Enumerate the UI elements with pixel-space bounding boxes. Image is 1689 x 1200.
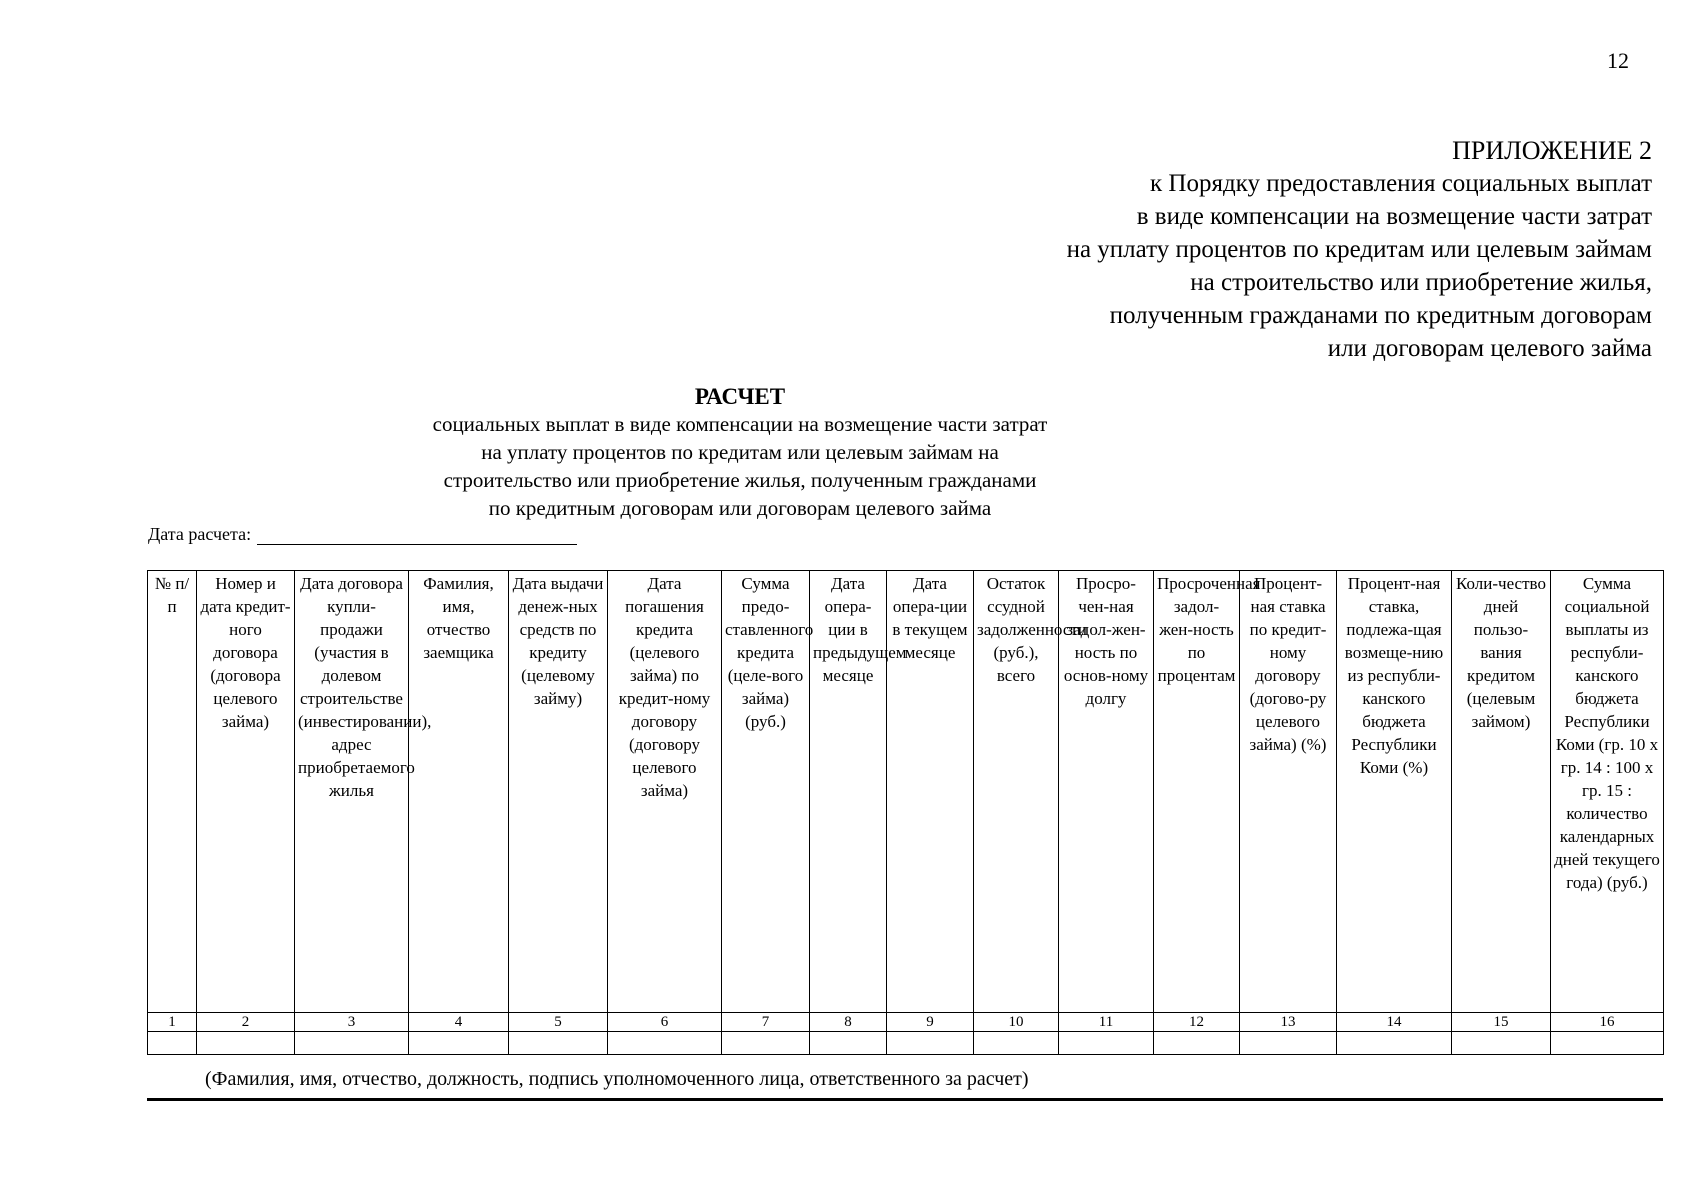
document-subtitle-line: по кредитным договорам или договорам целевого займа bbox=[488, 496, 992, 520]
appendix-line: на уплату процентов по кредитам или целевым займам bbox=[1066, 236, 1652, 263]
appendix-line: или договорам целевого займа bbox=[1327, 335, 1652, 362]
column-header: Дата выдачи денеж-ных средств по кредиту (целевому займу) bbox=[509, 571, 608, 1013]
column-number: 8 bbox=[810, 1013, 887, 1032]
column-number: 6 bbox=[608, 1013, 722, 1032]
table-cell[interactable] bbox=[148, 1032, 197, 1055]
document-subtitle-line: строительство или приобретение жилья, полученным гражданами bbox=[443, 468, 1037, 492]
document-title-block bbox=[0, 384, 1480, 522]
table-cell[interactable] bbox=[1059, 1032, 1154, 1055]
column-header: Дата опера-ции в текущем месяце bbox=[887, 571, 974, 1013]
column-number: 1 bbox=[148, 1013, 197, 1032]
column-header: Процент-ная ставка по кредит-ному договору (догово-ру целевого займа) (%) bbox=[1240, 571, 1337, 1013]
appendix-line: на строительство или приобретение жилья, bbox=[1190, 269, 1652, 296]
table-cell[interactable] bbox=[887, 1032, 974, 1055]
calc-date-row bbox=[148, 524, 577, 545]
table-cell[interactable] bbox=[1154, 1032, 1240, 1055]
table-header-row bbox=[148, 571, 1664, 1013]
column-header: Процент-ная ставка, подлежа-щая возмеще-нию из республи-канского бюджета Республики Коми (%) bbox=[1337, 571, 1452, 1013]
column-number: 11 bbox=[1059, 1013, 1154, 1032]
calc-date-label: Дата расчета: bbox=[148, 524, 252, 544]
column-number-row bbox=[148, 1013, 1664, 1032]
signature-note: (Фамилия, имя, отчество, должность, подпись уполномоченного лица, ответственного за расчет) bbox=[205, 1068, 1029, 1090]
table-cell[interactable] bbox=[509, 1032, 608, 1055]
appendix-header bbox=[1067, 134, 1652, 365]
column-header: Коли-чество дней пользо-вания кредитом (целевым займом) bbox=[1452, 571, 1551, 1013]
column-header: Просроченная задол-жен-ность по процентам bbox=[1154, 571, 1240, 1013]
table-row bbox=[148, 1032, 1664, 1055]
table-cell[interactable] bbox=[1337, 1032, 1452, 1055]
column-header: Фамилия, имя, отчество заемщика bbox=[409, 571, 509, 1013]
column-number: 3 bbox=[295, 1013, 409, 1032]
column-number: 9 bbox=[887, 1013, 974, 1032]
appendix-line: в виде компенсации на возмещение части затрат bbox=[1136, 203, 1652, 230]
calculation-table bbox=[147, 570, 1664, 1055]
document-subtitle bbox=[0, 410, 1480, 522]
column-header: Дата опера-ции в предыдущем месяце bbox=[810, 571, 887, 1013]
appendix-line: к Порядку предоставления социальных выплат bbox=[1150, 170, 1652, 197]
table-cell[interactable] bbox=[1452, 1032, 1551, 1055]
column-number: 5 bbox=[509, 1013, 608, 1032]
table-cell[interactable] bbox=[409, 1032, 509, 1055]
document-subtitle-line: на уплату процентов по кредитам или целевым займам на bbox=[481, 440, 999, 464]
column-number: 15 bbox=[1452, 1013, 1551, 1032]
table-cell[interactable] bbox=[1551, 1032, 1664, 1055]
table-cell[interactable] bbox=[810, 1032, 887, 1055]
column-number: 16 bbox=[1551, 1013, 1664, 1032]
column-header: № п/п bbox=[148, 571, 197, 1013]
table-cell[interactable] bbox=[197, 1032, 295, 1055]
appendix-title: ПРИЛОЖЕНИЕ 2 bbox=[1452, 136, 1652, 165]
column-header: Сумма социальной выплаты из республи-канского бюджета Республики Коми (гр. 10 х гр. 14 : 100 х гр. 15 : количество календарных дней текущего года) (руб.) bbox=[1551, 571, 1664, 1013]
column-number: 2 bbox=[197, 1013, 295, 1032]
table-cell[interactable] bbox=[974, 1032, 1059, 1055]
column-number: 4 bbox=[409, 1013, 509, 1032]
table-cell[interactable] bbox=[1240, 1032, 1337, 1055]
column-number: 10 bbox=[974, 1013, 1059, 1032]
document-title: РАСЧЕТ bbox=[694, 384, 786, 409]
column-number: 13 bbox=[1240, 1013, 1337, 1032]
table-cell[interactable] bbox=[608, 1032, 722, 1055]
column-header: Номер и дата кредит-ного договора (договора целевого займа) bbox=[197, 571, 295, 1013]
table-cell[interactable] bbox=[722, 1032, 810, 1055]
column-number: 12 bbox=[1154, 1013, 1240, 1032]
column-header: Остаток ссудной задолженности (руб.), всего bbox=[974, 571, 1059, 1013]
appendix-line: полученным гражданами по кредитным договорам bbox=[1109, 302, 1652, 329]
page-number: 12 bbox=[1607, 48, 1629, 73]
column-header: Сумма предо-ставленного кредита (целе-вого займа) (руб.) bbox=[722, 571, 810, 1013]
column-header: Дата погашения кредита (целевого займа) по кредит-ному договору (договору целевого займа) bbox=[608, 571, 722, 1013]
column-header: Просро-чен-ная задол-жен-ность по основ-ному долгу bbox=[1059, 571, 1154, 1013]
document-subtitle-line: социальных выплат в виде компенсации на возмещение части затрат bbox=[432, 412, 1048, 436]
column-header: Дата договора купли-продажи (участия в долевом строительстве (инвестировании), адрес приобретаемого жилья bbox=[295, 571, 409, 1013]
calc-date-field[interactable] bbox=[257, 526, 577, 545]
column-number: 7 bbox=[722, 1013, 810, 1032]
signature-line bbox=[147, 1098, 1663, 1101]
column-number: 14 bbox=[1337, 1013, 1452, 1032]
table-cell[interactable] bbox=[295, 1032, 409, 1055]
